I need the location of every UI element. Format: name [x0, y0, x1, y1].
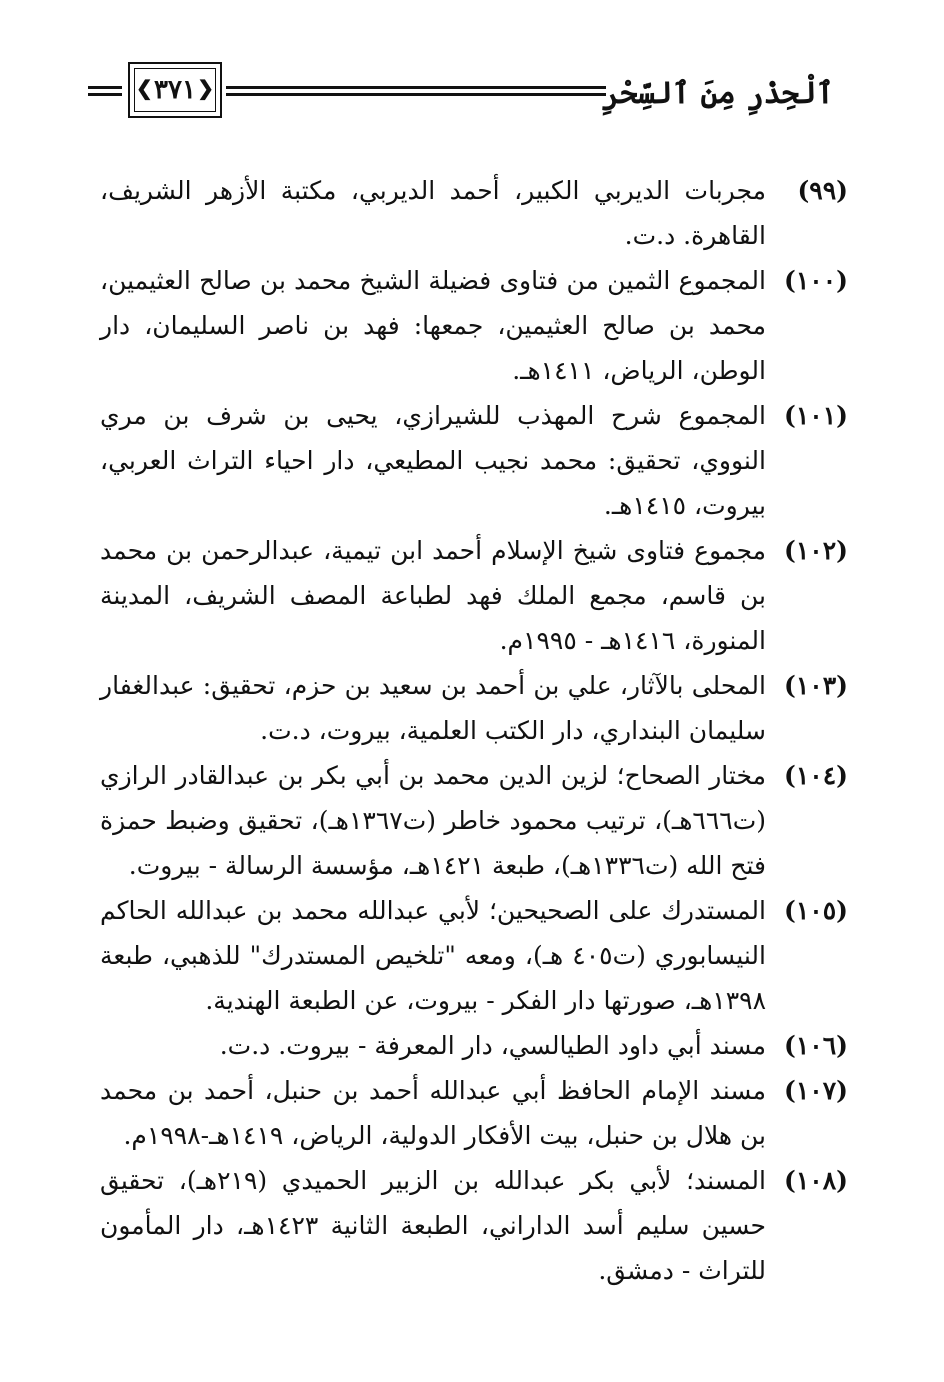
header-rule: [226, 86, 606, 89]
bibliography-entry: [100, 888, 848, 1023]
entry-number: (١٠١): [784, 401, 848, 430]
header-rule: [88, 93, 122, 96]
entry-text: المسند؛ لأبي بكر عبدالله بن الزبير الحميدي (٢١٩هـ)، تحقيق حسين سليم أسد الداراني، الطبعة الثانية ١٤٢٣هـ، دار المأمون للتراث - دمشق.: [100, 1166, 767, 1285]
entry-text: المستدرك على الصحيحين؛ لأبي عبدالله محمد بن عبدالله الحاكم النيسابوري (ت٤٠٥ هـ)، ومعه "تلخيص المستدرك" للذهبي، طبعة ١٣٩٨هـ، صورتها دار الفكر - بيروت، عن الطبعة الهندية.: [100, 896, 766, 1015]
entry-number: (١٠٢): [784, 536, 848, 565]
entry-text: مسند الإمام الحافظ أبي عبدالله أحمد بن حنبل، أحمد بن محمد بن هلال بن حنبل، بيت الأفكار الدولية، الرياض، ١٤١٩هـ-١٩٩٨م.: [100, 1076, 766, 1150]
bibliography-entry: [100, 1158, 848, 1293]
bibliography-entry: [100, 168, 848, 258]
header-rule: [226, 93, 606, 96]
bibliography-entry: [100, 1023, 848, 1068]
entry-number: (١٠٤): [784, 761, 848, 790]
bibliography-entry: [100, 1068, 848, 1158]
bibliography-entry: [100, 663, 848, 753]
page-number: ٣٧١: [154, 75, 196, 105]
entry-text: المجموع الثمين من فتاوى فضيلة الشيخ محمد بن صالح العثيمين، محمد بن صالح العثيمين، جمعها: فهد بن ناصر السليمان، دار الوطن، الرياض، ١٤١١هـ.: [100, 266, 766, 385]
entry-number: (١٠٥): [784, 896, 848, 925]
ornament-icon: ❮: [197, 76, 214, 100]
entry-text: مجربات الديربي الكبير، أحمد الديربي، مكتبة الأزهر الشريف، القاهرة. د.ت.: [100, 176, 766, 250]
entry-text: المجموع شرح المهذب للشيرازي، يحيى بن شرف بن مري النووي، تحقيق: محمد نجيب المطيعي، دار احياء التراث العربي، بيروت، ١٤١٥هـ.: [100, 401, 766, 520]
bibliography-entry: [100, 528, 848, 663]
entry-number: (١٠٨): [784, 1166, 848, 1195]
entry-number: (٩٩): [797, 176, 848, 205]
entry-text: مجموع فتاوى شيخ الإسلام أحمد ابن تيمية، عبدالرحمن بن محمد بن قاسم، مجمع الملك فهد لطباعة المصف الشريف، المدينة المنورة، ١٤١٦هـ - ١٩٩٥م.: [100, 536, 766, 655]
entry-text: مسند أبي داود الطيالسي، دار المعرفة - بيروت. د.ت.: [219, 1031, 766, 1060]
entry-number: (١٠٦): [784, 1031, 848, 1060]
header-rule: [88, 86, 122, 89]
bibliography-list: [100, 168, 848, 1293]
entry-number: (١٠٧): [784, 1076, 848, 1105]
page-header: [78, 62, 834, 122]
entry-text: مختار الصحاح؛ لزين الدين محمد بن أبي بكر بن عبدالقادر الرازي (ت٦٦٦هـ)، ترتيب محمود خاطر (ت١٣٦٧هـ)، تحقيق وضبط حمزة فتح الله (ت١٣٣٦هـ)، طبعة ١٤٢١هـ، مؤسسة الرسالة - بيروت.: [100, 761, 766, 880]
bibliography-entry: [100, 258, 848, 393]
page-number-box: [128, 62, 222, 118]
entry-number: (١٠٠): [784, 266, 848, 295]
ornament-icon: ❯: [136, 76, 153, 100]
entry-number: (١٠٣): [784, 671, 848, 700]
bibliography-entry: [100, 753, 848, 888]
entry-text: المحلى بالآثار، علي بن أحمد بن سعيد بن حزم، تحقيق: عبدالغفار سليمان البنداري، دار الكتب العلمية، بيروت، د.ت.: [100, 671, 766, 745]
running-title: ٱلْحِذْرِ مِنَ ٱلسِّحْرِ: [602, 76, 834, 111]
bibliography-entry: [100, 393, 848, 528]
